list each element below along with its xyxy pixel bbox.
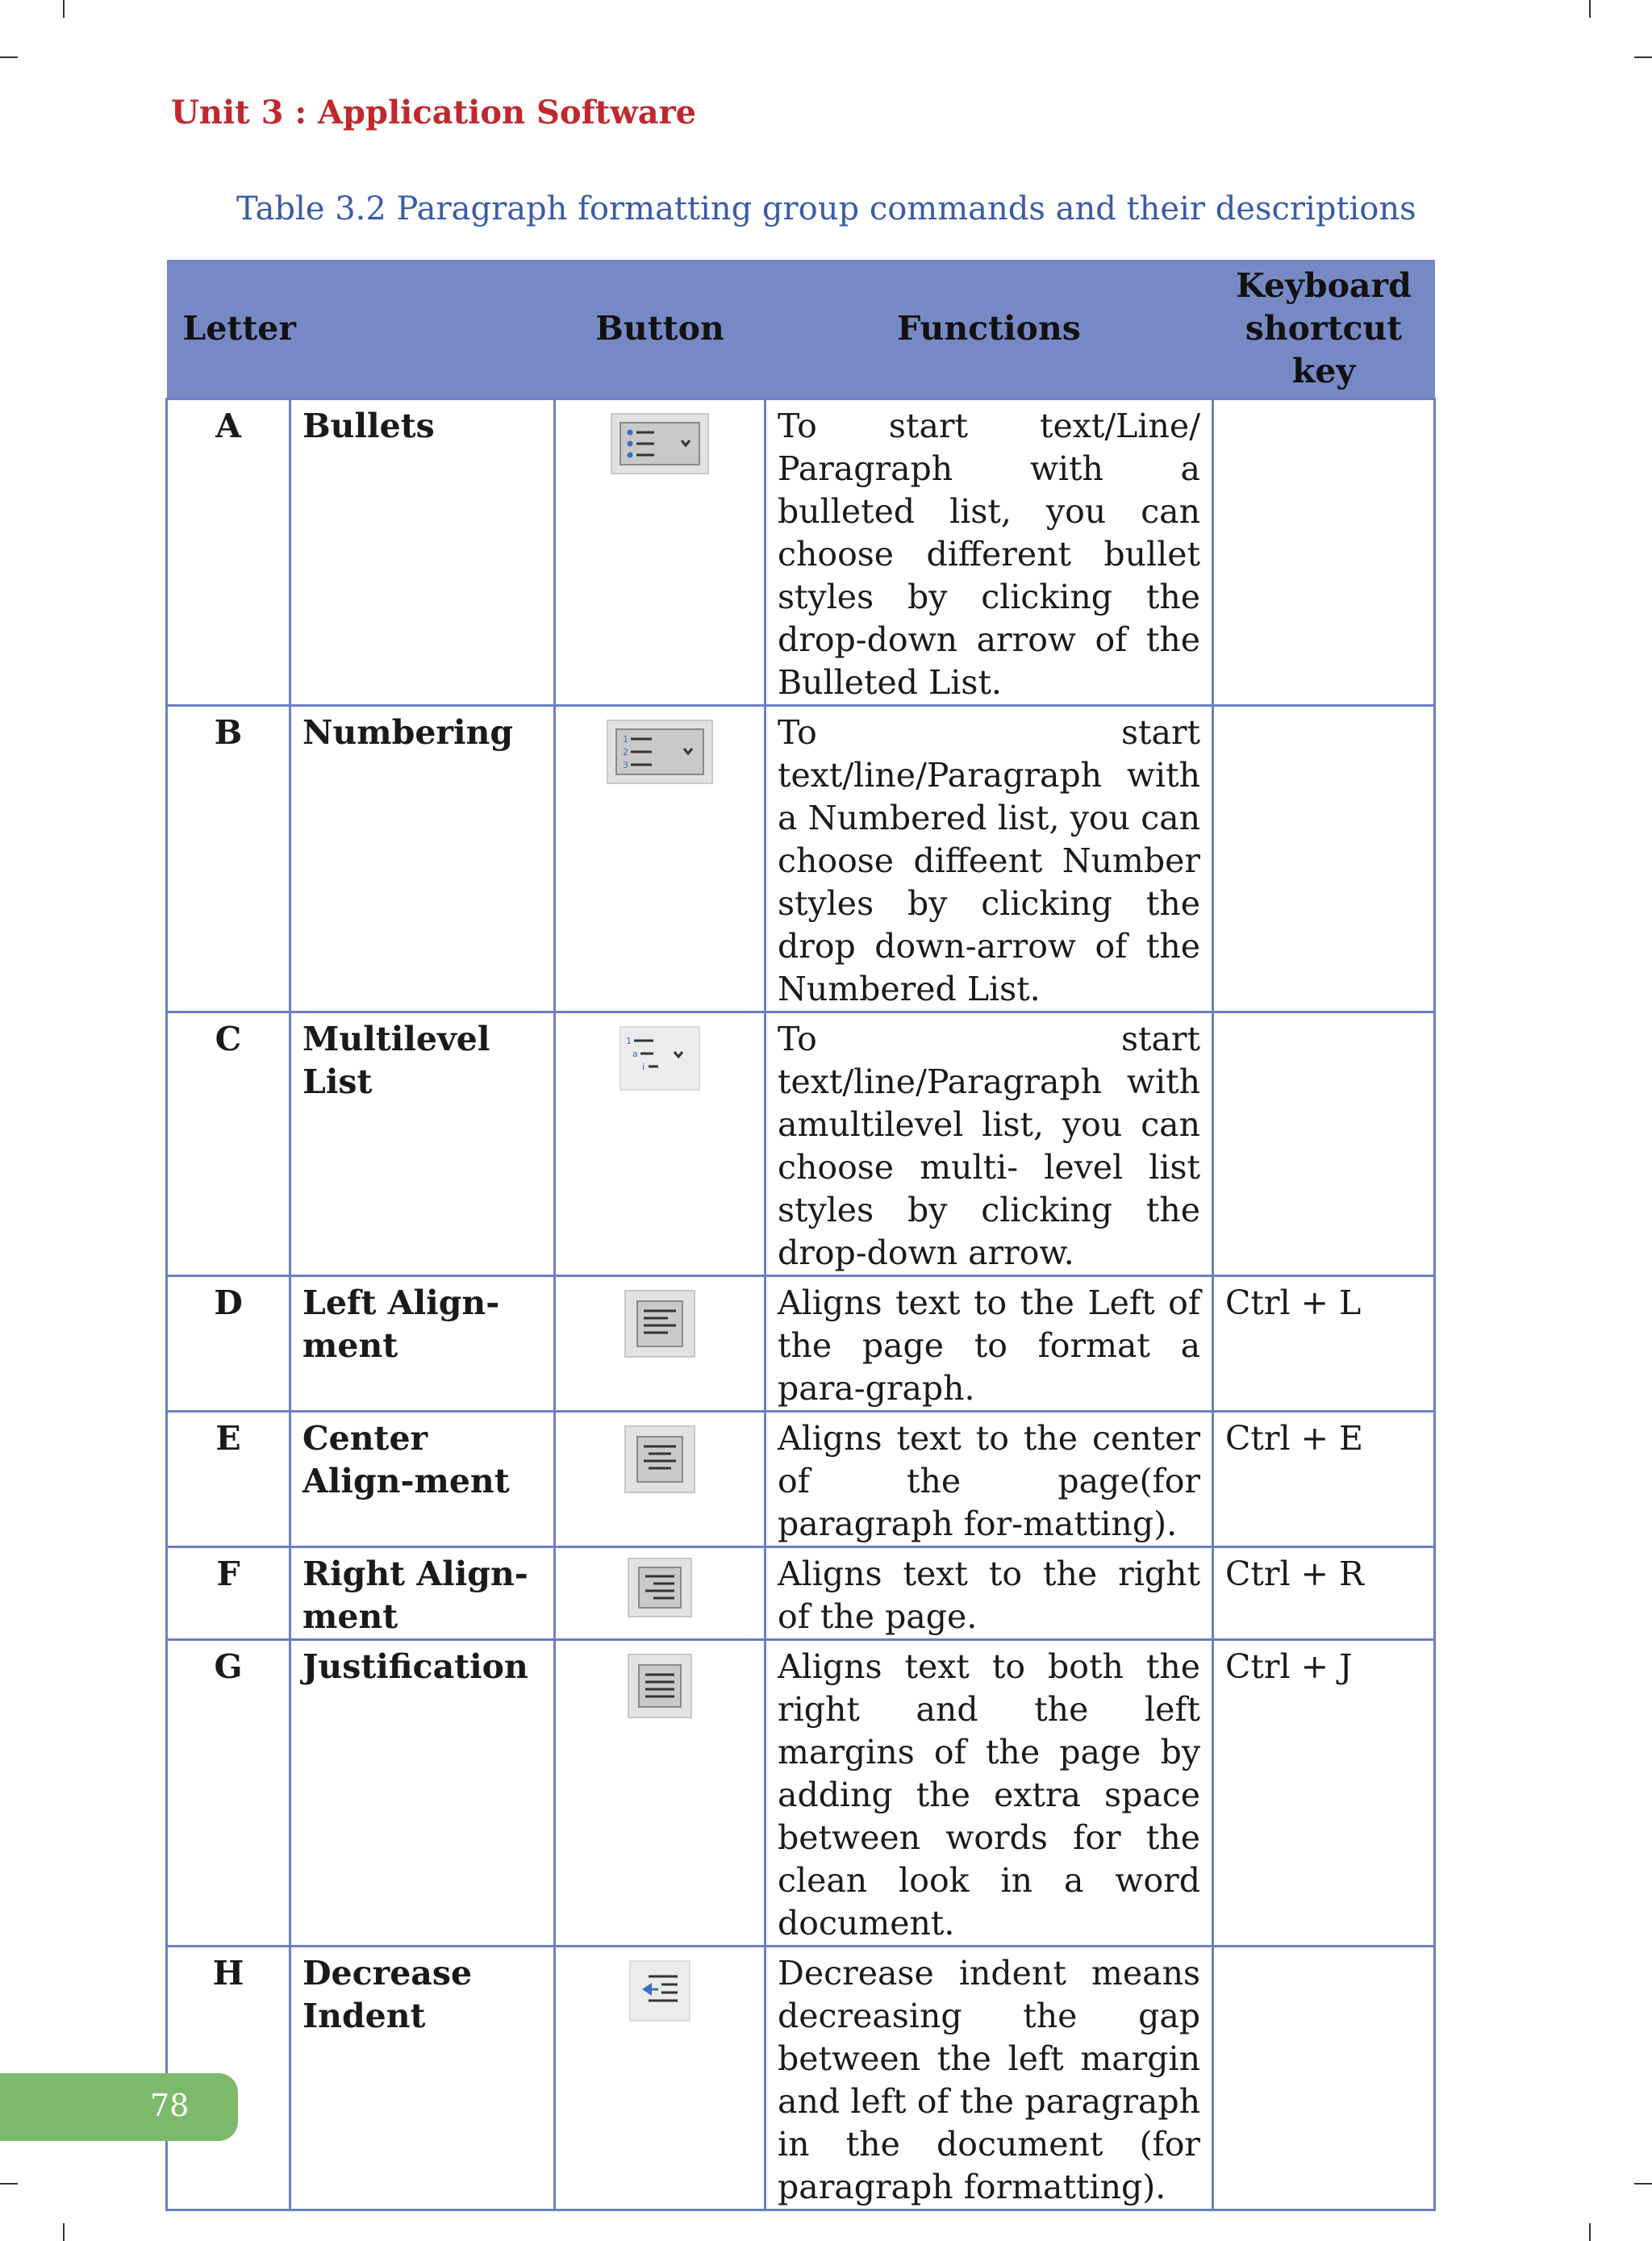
page-number-tab [0,2073,238,2141]
table-row [167,1640,1435,1947]
command-name: Left Align-ment [290,1276,555,1412]
page-number: 78 [150,2088,190,2123]
svg-text:3: 3 [623,760,629,770]
decrease-indent-icon [629,1960,690,2022]
command-name: Right Align-ment [290,1547,555,1640]
table-row [167,1276,1435,1412]
shortcut-key [1213,399,1435,706]
crop-mark [63,0,65,18]
row-letter: G [167,1640,290,1947]
crop-mark [63,2223,65,2241]
align-center-icon [624,1425,695,1493]
command-function: To start text/line/Paragraph with amultilevel list, you can choose multi- level list styles by clicking the drop-down arrow. [766,1012,1213,1276]
command-name: Numbering [290,706,555,1012]
svg-text:a: a [632,1049,638,1059]
table-row [167,1412,1435,1547]
table-row [167,1012,1435,1276]
command-function: Aligns text to the right of the page. [766,1547,1213,1640]
bullets-icon [611,413,709,474]
shortcut-key: Ctrl + J [1213,1640,1435,1947]
table-row [167,399,1435,706]
row-letter: D [167,1276,290,1412]
crop-mark [1634,56,1652,58]
shortcut-key: Ctrl + E [1213,1412,1435,1547]
row-letter: H [167,1947,290,2210]
shortcut-key [1213,706,1435,1012]
shortcut-key [1213,1012,1435,1276]
crop-mark [1634,2183,1652,2185]
table-row [167,1547,1435,1640]
command-name: Center Align-ment [290,1412,555,1547]
numbering-icon [607,720,713,784]
row-letter: B [167,706,290,1012]
command-name: Decrease Indent [290,1947,555,2210]
command-function: Aligns text to the Left of the page to format a para-graph. [766,1276,1213,1412]
row-letter: E [167,1412,290,1547]
row-letter: C [167,1012,290,1276]
commands-table [165,260,1436,2211]
command-function: To start text/Line/ Paragraph with a bulleted list, you can choose different bullet styles by clicking the drop-down arrow of the Bulleted List. [766,399,1213,706]
align-right-icon [628,1558,692,1617]
command-function: Decrease indent means decreasing the gap between the left margin and left of the paragraph in the document (for paragraph formatting). [766,1947,1213,2210]
unit-title: Unit 3 : Application Software [171,94,697,131]
svg-text:i: i [642,1062,645,1072]
table-header-row [167,260,1435,399]
command-name: Justification [290,1640,555,1947]
row-letter: A [167,399,290,706]
command-function: Aligns text to the center of the page(for paragraph for-matting). [766,1412,1213,1547]
table-row [167,1947,1435,2210]
multilevel-list-icon [620,1026,700,1091]
shortcut-key: Ctrl + L [1213,1276,1435,1412]
command-name: Bullets [290,399,555,706]
crop-mark [0,2183,18,2185]
table-caption: Table 3.2 Paragraph formatting group commands and their descriptions [236,190,1416,227]
shortcut-key: Ctrl + R [1213,1547,1435,1640]
command-function: To start text/line/Paragraph with a Numbered list, you can choose diffeent Number styles by clicking the drop down-arrow of the Numbered List. [766,706,1213,1012]
header-functions: Functions [766,260,1213,399]
justify-icon [628,1654,692,1718]
header-shortcut: Keyboard shortcut key [1213,260,1435,399]
svg-text:1: 1 [626,1036,632,1046]
svg-text:1: 1 [623,734,629,745]
crop-mark [1589,2223,1591,2241]
crop-mark [1589,0,1591,18]
command-name: Multilevel List [290,1012,555,1276]
row-letter: F [167,1547,290,1640]
command-function: Aligns text to both the right and the left margins of the page by adding the extra space between words for the clean look in a word document. [766,1640,1213,1947]
shortcut-key [1213,1947,1435,2210]
header-letter: Letter [167,260,555,399]
header-button: Button [555,260,766,399]
align-left-icon [624,1290,695,1358]
table-row [167,706,1435,1012]
crop-mark [0,56,18,58]
svg-text:2: 2 [623,747,629,757]
